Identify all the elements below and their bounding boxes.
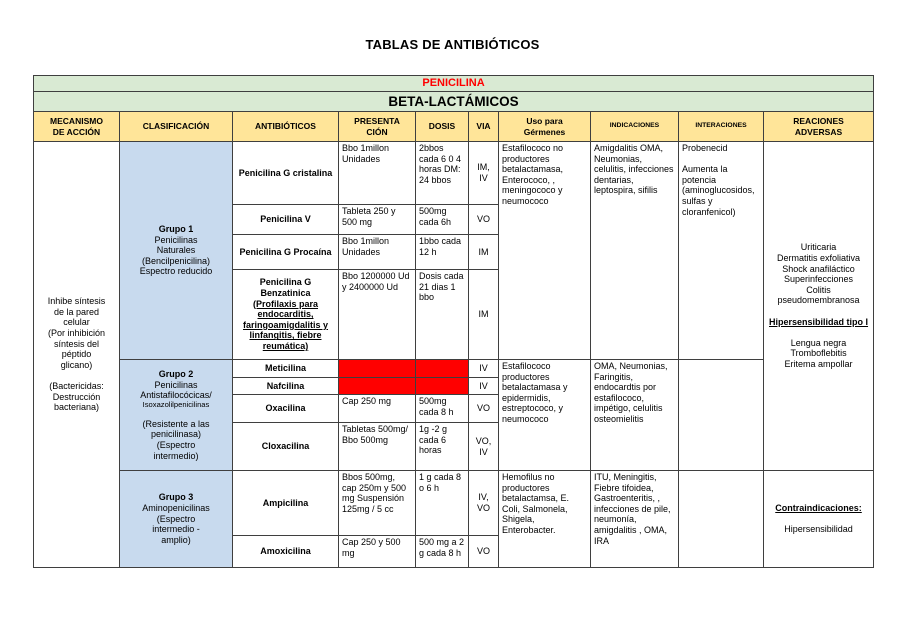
grupo-2-body-2: (Resistente a las penicilinasa) (Espectro intermedio)	[142, 418, 210, 461]
cell-reacciones-adversas	[764, 142, 874, 471]
reacciones-list-2: Lengua negra Tromboflebitis Eritema ampollar	[784, 337, 853, 370]
contraindicaciones-body: Hipersensibilidad	[784, 524, 853, 535]
cell-interaciones-grupo-3	[679, 471, 764, 568]
cell-contraindicaciones	[764, 471, 874, 568]
cell-indicaciones-grupo-1: Amigdalitis OMA, Neumonias, celulitis, infecciones dentarias, leptospira, sifilis	[591, 142, 679, 360]
cell-dosis-5-blocked	[416, 378, 469, 395]
cell-antibiotic-amoxicilina: Amoxicilina	[233, 536, 339, 568]
cell-antibiotic-oxacilina: Oxacilina	[233, 395, 339, 423]
col-header-interaciones: INTERACIONES	[679, 112, 764, 142]
benzatinica-profilaxis-note: (Profilaxis para endocarditis, faringoamigdalitis y linfangitis, fiebre reumática)	[242, 298, 329, 352]
cell-antibiotic-cloxacilina: Cloxacilina	[233, 423, 339, 471]
antibiotics-table	[33, 75, 874, 568]
col-header-clasificacion: CLASIFICACIÓN	[120, 112, 233, 142]
col-header-antibioticos: ANTIBIÓTICOS	[233, 112, 339, 142]
cell-antibiotic-penicilina-v: Penicilina V	[233, 205, 339, 235]
benzatinica-name: Penicilina G Benzatinica	[259, 277, 312, 298]
cell-presentacion-3: Bbo 1200000 Ud y 2400000 Ud	[339, 270, 416, 360]
cell-presentacion-8: Bbos 500mg, cap 250m y 500 mg Suspensión 125mg / 5 cc	[339, 471, 416, 536]
col-header-presentacion: PRESENTA CIÓN	[339, 112, 416, 142]
col-header-reacciones-adversas: REACIONES ADVERSAS	[764, 112, 874, 142]
cell-antibiotic-ampicilina: Ampicilina	[233, 471, 339, 536]
grupo-2-body-small: Isoxazolilpenicilinas	[142, 399, 210, 409]
page-title: TABLAS DE ANTIBIÓTICOS	[365, 37, 540, 52]
contraindicaciones-title: Contraindicaciones:	[775, 503, 862, 514]
cell-via-6: VO	[469, 395, 499, 423]
cell-antibiotic-nafcilina: Nafcilina	[233, 378, 339, 395]
banner-beta-lactamicos: BETA-LACTÁMICOS	[34, 92, 874, 112]
cell-dosis-8: 1 g cada 8 o 6 h	[416, 471, 469, 536]
cell-presentacion-6: Cap 250 mg	[339, 395, 416, 423]
cell-dosis-1: 500mg cada 6h	[416, 205, 469, 235]
cell-presentacion-1: Tableta 250 y 500 mg	[339, 205, 416, 235]
col-header-uso-germenes: Uso para Gérmenes	[499, 112, 591, 142]
col-header-indicaciones: INDICACIONES	[591, 112, 679, 142]
cell-mecanismo-accion: Inhibe síntesis de la pared celular (Por inhibición síntesis del péptido glicano) (Bactericidas: Destrucción bacteriana)	[34, 142, 120, 568]
cell-germenes-grupo-1: Estafilococo no productores betalactamasa, Enterococo, , meningococo y neumococo	[499, 142, 591, 360]
cell-interaciones-grupo-2	[679, 360, 764, 471]
cell-dosis-0: 2bbos cada 6 0 4 horas DM: 24 bbos	[416, 142, 469, 205]
cell-antibiotic-meticilina: Meticilina	[233, 360, 339, 378]
col-header-via: VIA	[469, 112, 499, 142]
reacciones-hipersensibilidad-tipo-1: Hipersensibilidad tipo I	[769, 316, 869, 327]
cell-via-9: VO	[469, 536, 499, 568]
cell-antibiotic-penicilina-g-procaina: Penicilina G Procaína	[233, 235, 339, 270]
cell-via-7: VO, IV	[469, 423, 499, 471]
cell-presentacion-5-blocked	[339, 378, 416, 395]
col-header-dosis: DOSIS	[416, 112, 469, 142]
cell-antibiotic-penicilina-g-benzatinica	[233, 270, 339, 360]
cell-via-3: IM	[469, 270, 499, 360]
cell-dosis-3: Dosis cada 21 dias 1 bbo	[416, 270, 469, 360]
cell-via-8: IV, VO	[469, 471, 499, 536]
grupo-3-name: Grupo 3	[158, 492, 194, 503]
cell-germenes-grupo-3: Hemofilus no productores betalactamsa, E. Coli, Salmonela, Shigela, Enterobacter.	[499, 471, 591, 568]
cell-grupo-3	[120, 471, 233, 568]
grupo-2-name: Grupo 2	[158, 368, 194, 379]
col-header-mecanismo: MECANISMO DE ACCIÓN	[34, 112, 120, 142]
cell-dosis-7: 1g -2 g cada 6 horas	[416, 423, 469, 471]
cell-interaciones-grupo-1: Probenecid Aumenta la potencia (aminoglucosidos, sulfas y cloranfenicol)	[679, 142, 764, 360]
cell-indicaciones-grupo-3: ITU, Meningitis, Fiebre tifoidea, Gastroenteritis, , infecciones de pile, neumonía, amigdalitis , OMA, IRA	[591, 471, 679, 568]
cell-dosis-2: 1bbo cada 12 h	[416, 235, 469, 270]
cell-presentacion-9: Cap 250 y 500 mg	[339, 536, 416, 568]
grupo-1-body: Penicilinas Naturales (Bencilpenicilina) Espectro reducido	[139, 234, 213, 277]
grupo-2-body: Penicilinas Antistafilocócicas/	[140, 379, 212, 401]
cell-dosis-6: 500mg cada 8 h	[416, 395, 469, 423]
cell-dosis-4-blocked	[416, 360, 469, 378]
cell-grupo-2	[120, 360, 233, 471]
cell-via-1: VO	[469, 205, 499, 235]
cell-via-2: IM	[469, 235, 499, 270]
grupo-1-name: Grupo 1	[158, 223, 194, 234]
cell-presentacion-4-blocked	[339, 360, 416, 378]
cell-indicaciones-grupo-2: OMA, Neumonias, Faringitis, endocardtis por estafilococo, impétigo, celulitis osteomielitis	[591, 360, 679, 471]
banner-penicilina: PENICILINA	[34, 76, 874, 92]
cell-presentacion-7: Tabletas 500mg/ Bbo 500mg	[339, 423, 416, 471]
cell-antibiotic-penicilina-g-cristalina: Penicilina G cristalina	[233, 142, 339, 205]
cell-via-5: IV	[469, 378, 499, 395]
cell-presentacion-2: Bbo 1millon Unidades	[339, 235, 416, 270]
cell-via-0: IM, IV	[469, 142, 499, 205]
cell-grupo-1	[120, 142, 233, 360]
cell-via-4: IV	[469, 360, 499, 378]
reacciones-list-1: Uriticaria Dermatitis exfoliativa Shock anafiláctico Superinfecciones Colitis pseudomembranosa	[777, 242, 861, 306]
cell-germenes-grupo-2: Estafilococo productores betalactamasa y epidermidis, estreptococo, y neumococo	[499, 360, 591, 471]
cell-dosis-9: 500 mg a 2 g cada 8 h	[416, 536, 469, 568]
cell-presentacion-0: Bbo 1millon Unidades	[339, 142, 416, 205]
grupo-3-body: Aminopenicilinas (Espectro intermedio - amplio)	[142, 503, 210, 545]
